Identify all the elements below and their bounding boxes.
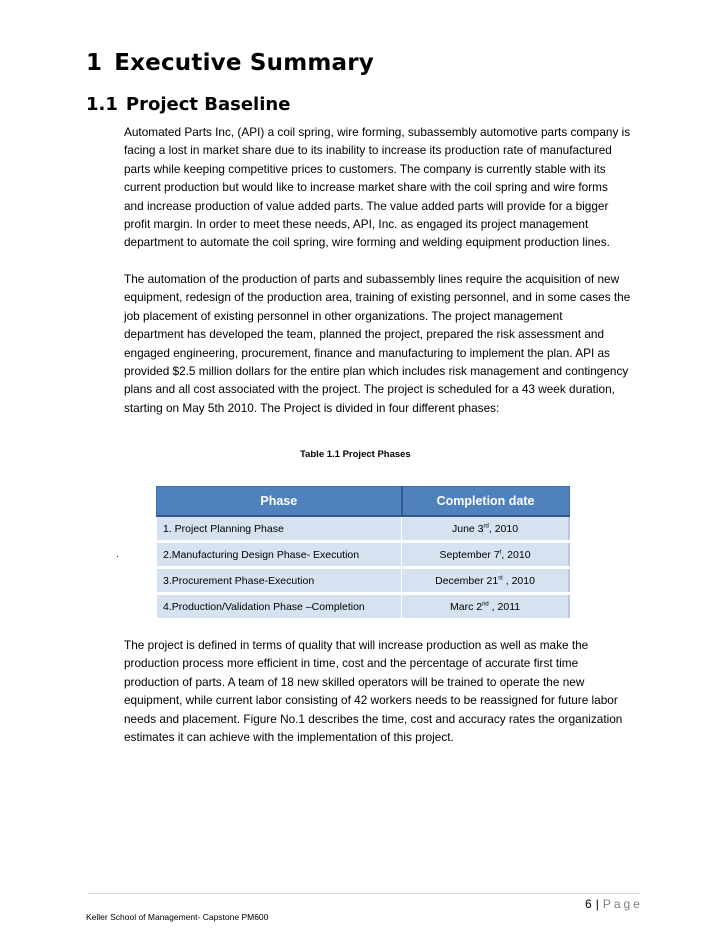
- text-line: current production but would like to increase market share with the coil spring and wire forms: [124, 180, 608, 195]
- date-ordinal: st: [498, 575, 503, 581]
- text-line: job placement of existing personnel in other organizations. The project management: [124, 308, 563, 323]
- header-completion-date: Completion date: [402, 487, 569, 517]
- text-line: facing a lost in market share due to its inability to increase its production rate of manufactured: [124, 143, 612, 158]
- text-line: starting on May 5th 2010. The Project is divided in four different phases:: [124, 400, 500, 415]
- date-year: , 2010: [502, 574, 535, 587]
- footer-school: Keller School of Management- Capstone PM600: [86, 912, 269, 922]
- phase-cell: 4.Production/Validation Phase –Completion: [157, 594, 402, 620]
- date-year: , 2010: [488, 522, 519, 535]
- project-phases-table: [156, 486, 570, 621]
- text-line: equipment, while current labor consisting of 42 workers needs to be reassigned for future labor: [124, 693, 618, 708]
- table-caption: Table 1.1 Project Phases: [300, 449, 411, 460]
- text-line: production process more efficient in time, cost and the percentage of accurate first time: [124, 656, 579, 671]
- text-line: estimates it can achieve with the implementation of this project.: [124, 730, 454, 745]
- date-cell: [402, 568, 569, 594]
- date-cell: [402, 542, 569, 568]
- table-row: [157, 594, 570, 620]
- text-line: The automation of the production of parts and subassembly lines require the acquisition of new: [124, 272, 620, 286]
- date-cell: [402, 594, 569, 620]
- date-ordinal: t: [499, 549, 502, 555]
- date-ordinal: rd: [483, 523, 489, 529]
- page-number: [585, 897, 643, 911]
- paragraph-automation-plan: [124, 270, 664, 417]
- text-line: department to automate the coil spring, wire forming and welding equipment production lines.: [124, 235, 610, 250]
- subsection-title: Project Baseline: [125, 94, 291, 115]
- footer-divider: [88, 893, 640, 894]
- phase-cell: 1. Project Planning Phase: [157, 516, 402, 542]
- date-text: Marc 2: [449, 600, 483, 613]
- table-row: [157, 568, 570, 594]
- text-line: provided $2.5 million dollars for the entire plan which includes risk management and contingency: [124, 364, 629, 379]
- phase-cell: 3.Procurement Phase-Execution: [157, 568, 402, 594]
- subsection-number: 1.1: [86, 94, 118, 115]
- text-line: parts while keeping competitive prices to customers. The company is currently stable with its: [124, 161, 606, 176]
- date-year: , 2011: [488, 600, 521, 613]
- table-row: [157, 542, 570, 568]
- date-ordinal: nd: [482, 601, 489, 607]
- section-number: 1: [86, 50, 103, 76]
- date-text: December 21: [435, 574, 499, 587]
- text-line: Automated Parts Inc, (API) a coil spring, wire forming, subassembly automotive parts company is: [124, 125, 631, 139]
- stray-mark: .: [116, 549, 119, 560]
- text-line: profit margin. In order to meet these needs, API, Inc. as engaged its project management: [124, 217, 589, 232]
- section-heading: [86, 50, 374, 76]
- date-text: June 3: [452, 522, 484, 535]
- header-phase: Phase: [157, 487, 402, 517]
- text-line: department has developed the team, planned the project, prepared the risk assessment and: [124, 327, 605, 342]
- table-row: [157, 516, 570, 542]
- text-line: equipment, redesign of the production area, training of existing personnel, and in some cases the: [124, 290, 631, 305]
- text-line: and increase production of value added parts. The value added parts will provide for a bigger: [124, 198, 609, 213]
- text-line: plans and all cost associated with the project. The project is scheduled for a 43 week duration,: [124, 382, 615, 397]
- page-label: Page: [602, 897, 643, 911]
- section-title: Executive Summary: [114, 50, 374, 76]
- date-year: , 2010: [501, 548, 531, 561]
- text-line: The project is defined in terms of quality that will increase production as well as make the: [124, 638, 589, 652]
- date-text: September 7: [439, 548, 500, 561]
- subsection-heading: [86, 94, 290, 115]
- text-line: needs and placement. Figure No.1 describes the time, cost and accuracy rates the organization: [124, 711, 623, 726]
- page-separator: |: [595, 897, 599, 911]
- paragraph-project-quality: [124, 636, 664, 746]
- table-header-row: [157, 487, 570, 517]
- page-number-value: 6: [585, 897, 592, 911]
- text-line: engaged engineering, procurement, finance and manufacturing to implement the plan. API as: [124, 345, 610, 360]
- date-cell: [402, 516, 569, 542]
- phase-cell: 2.Manufacturing Design Phase- Execution: [157, 542, 402, 568]
- paragraph-company-overview: [124, 123, 664, 252]
- text-line: production of parts. A team of 18 new skilled operators will be trained to operate the new: [124, 674, 585, 689]
